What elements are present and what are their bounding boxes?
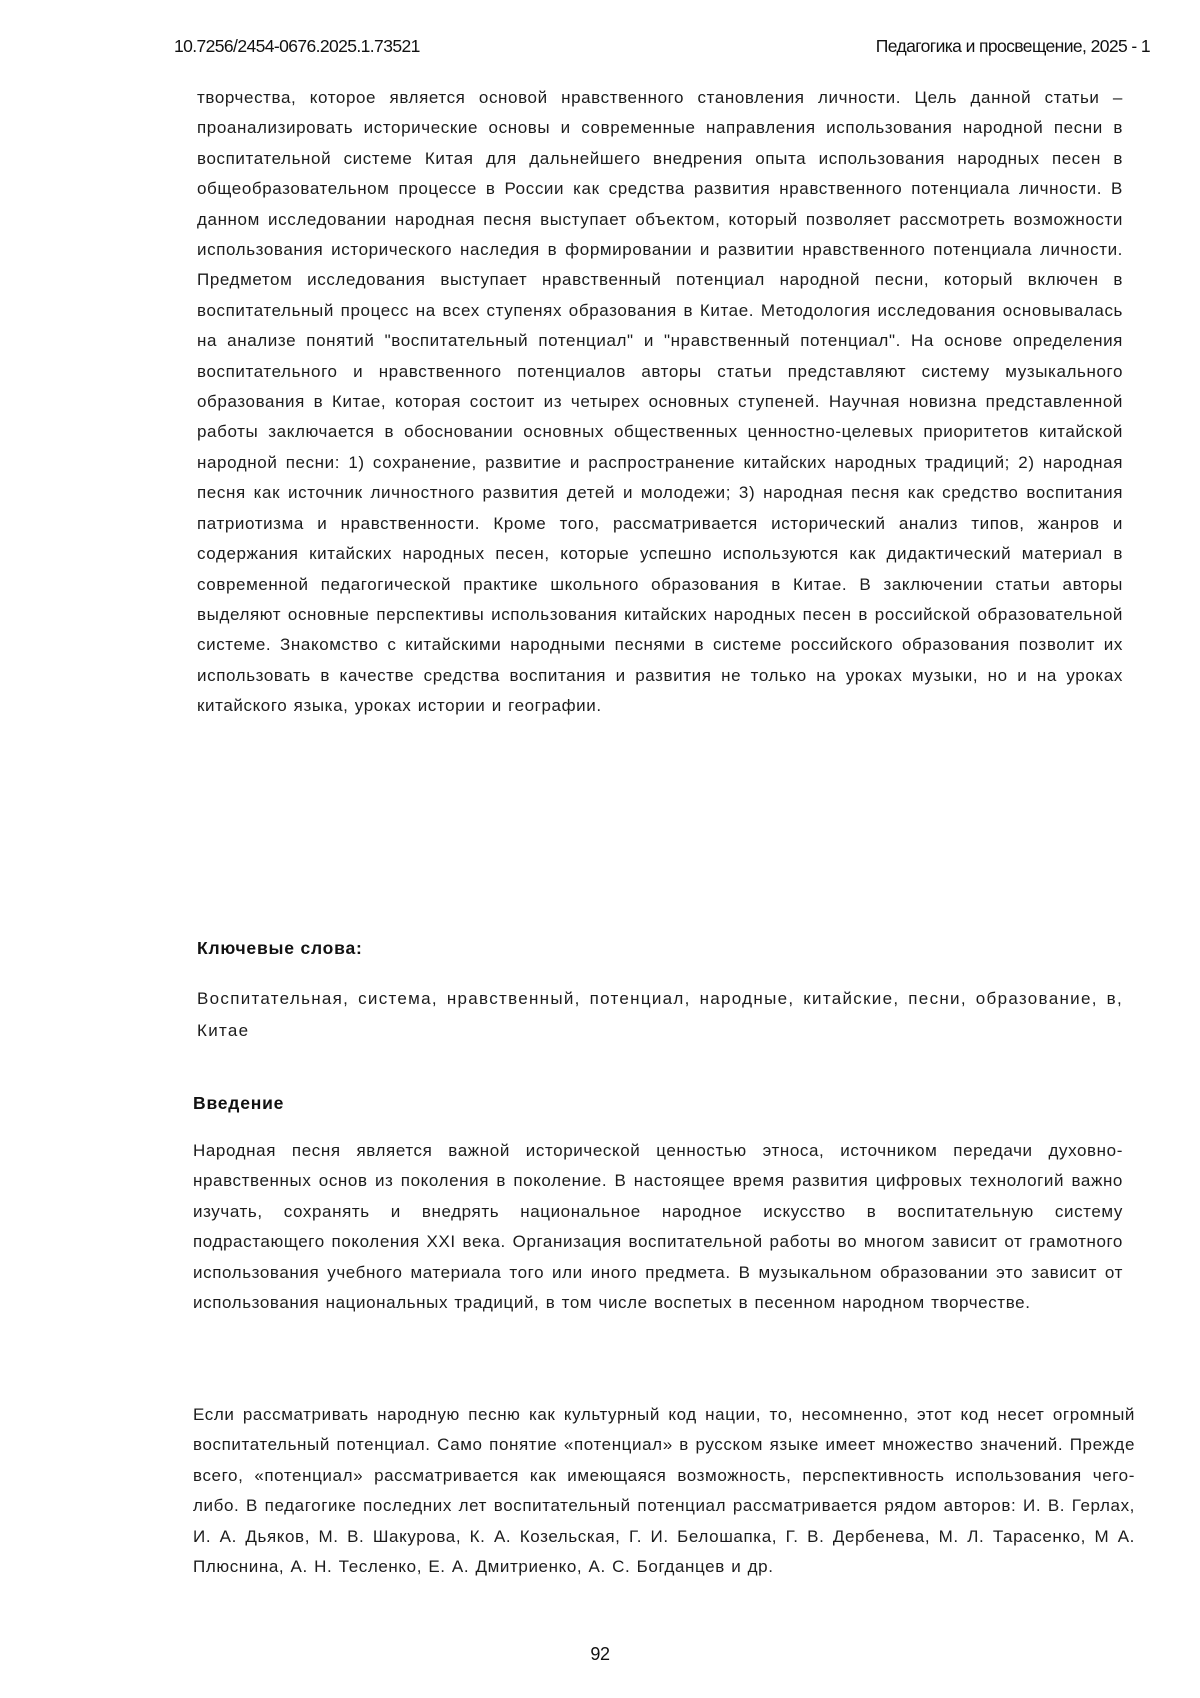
journal-issue-title: Педагогика и просвещение, 2025 - 1 bbox=[876, 36, 1150, 57]
introduction-paragraph: Если рассматривать народную песню как культурный код нации, то, несомненно, этот код несет огромный воспитательный потенциал. Само понятие «потенциал» в русском языке имеет множество значений. Прежде всего, «потенциал» рассматривается как имеющаяся возможность, перспективность использования чего-либо. В педагогике последних лет воспитательный потенциал рассматривается рядом авторов: И. В. Герлах, И. А. Дьяков, М. В. Шакурова, К. А. Козельская, Г. И. Белошапка, Г. В. Дербенева, М. Л. Тарасенко, М А. Плюснина, А. Н. Тесленко, Е. А. Дмитриенко, А. С. Богданцев и др. bbox=[193, 1400, 1135, 1582]
introduction-paragraph: Народная песня является важной исторической ценностью этноса, источником передачи духовно-нравственных основ из поколения в поколение. В настоящее время развития цифровых технологий важно изучать, сохранять и внедрять национальное народное искусство в воспитательную систему подрастающего поколения XXI века. Организация воспитательной работы во многом зависит от грамотного использования учебного материала того или иного предмета. В музыкальном образовании это зависит от использования национальных традиций, в том числе воспетых в песенном народном творчестве. bbox=[193, 1136, 1123, 1318]
abstract-paragraph: творчества, которое является основой нравственного становления личности. Цель данной статьи – проанализировать исторические основы и современные направления использования народной песни в воспитательной системе Китая для дальнейшего внедрения опыта использования народных песен в общеобразовательном процессе в России как средства развития нравственного потенциала личности. В данном исследовании народная песня выступает объектом, который позволяет рассмотреть возможности использования исторического наследия в формировании и развитии нравственного потенциала личности. Предметом исследования выступает нравственный потенциал народной песни, который включен в воспитательный процесс на всех ступенях образования в Китае. Методология исследования основывалась на анализе понятий "воспитательный потенциал" и "нравственный потенциал". На основе определения воспитательного и нравственного потенциалов авторы статьи представляют систему музыкального образования в Китае, которая состоит из четырех основных ступеней. Научная новизна представленной работы заключается в обосновании основных общественных ценностно-целевых приоритетов китайской народной песни: 1) сохранение, развитие и распространение китайских народных традиций; 2) народная песня как источник личностного развития детей и молодежи; 3) народная песня как средство воспитания патриотизма и нравственности. Кроме того, рассматривается исторический анализ типов, жанров и содержания китайских народных песен, которые успешно используются как дидактический материал в современной педагогической практике школьного образования в Китае. В заключении статьи авторы выделяют основные перспективы использования китайских народных песен в российской образовательной системе. Знакомство с китайскими народными песнями в системе российского образования позволит их использовать в качестве средства воспитания и развития не только на уроках музыки, но и на уроках китайского языка, уроках истории и географии. bbox=[197, 83, 1123, 722]
page-header bbox=[174, 36, 1150, 62]
article-doi: 10.7256/2454-0676.2025.1.73521 bbox=[174, 36, 420, 57]
keywords-heading: Ключевые слова: bbox=[197, 938, 363, 959]
keywords-list: Воспитательная, система, нравственный, потенциал, народные, китайские, песни, образование, в, Китае bbox=[197, 983, 1123, 1047]
introduction-heading: Введение bbox=[193, 1093, 284, 1114]
page-number: 92 bbox=[0, 1644, 1200, 1665]
